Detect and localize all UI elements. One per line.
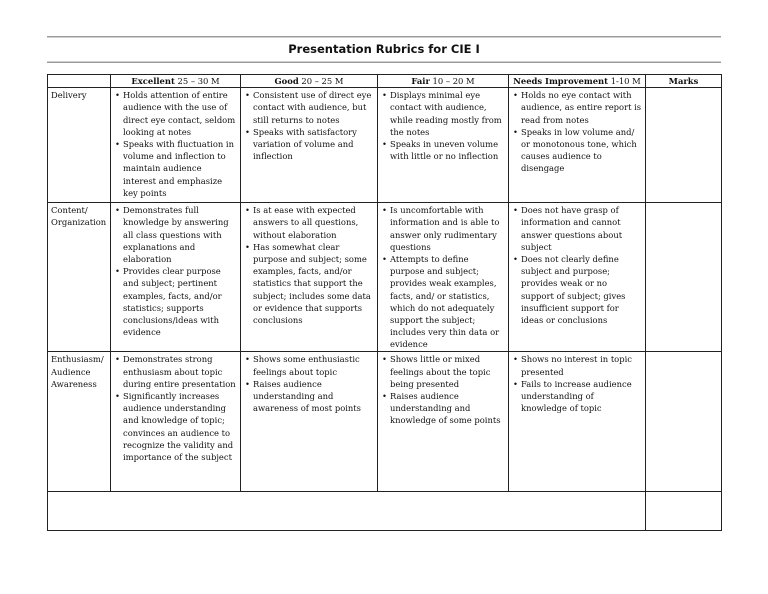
header-excellent: Excellent 25 – 30 M bbox=[111, 75, 241, 88]
fair-cell bbox=[378, 352, 509, 492]
needs-improvement-cell bbox=[509, 352, 646, 492]
list-item: • Shows little or mixed feelings about the topic being presented bbox=[390, 353, 505, 390]
needs-improvement-cell bbox=[509, 203, 646, 352]
list-item: • Does not have grasp of information and cannot answer questions about subject bbox=[521, 204, 642, 253]
total-row bbox=[48, 492, 722, 531]
header-fair: Fair 10 – 20 M bbox=[378, 75, 509, 88]
excellent-cell bbox=[111, 352, 241, 492]
list-item: • Shows no interest in topic presented bbox=[521, 353, 642, 377]
header-criterion bbox=[48, 75, 111, 88]
list-item: • Is uncomfortable with information and is able to answer only rudimentary questions bbox=[390, 204, 505, 253]
marks-cell[interactable] bbox=[646, 203, 722, 352]
list-item: • Speaks in uneven volume with little or no inflection bbox=[390, 138, 505, 162]
needs-improvement-cell bbox=[509, 88, 646, 203]
rubric-table bbox=[47, 74, 722, 531]
list-item: • Is at ease with expected answers to all questions, without elaboration bbox=[253, 204, 374, 241]
list-item: • Significantly increases audience understanding and knowledge of topic; convinces an audience to recognize the validity and importance of the subject bbox=[123, 390, 237, 463]
list-item: • Has somewhat clear purpose and subject; some examples, facts, and/or statistics that support the subject; includes some data or evidence that supports conclusions bbox=[253, 241, 374, 326]
list-item: • Demonstrates strong enthusiasm about topic during entire presentation bbox=[123, 353, 237, 390]
header-needs-improvement: Needs Improvement 1-10 M bbox=[509, 75, 646, 88]
list-item: • Does not clearly define subject and purpose; provides weak or no support of subject; gives insufficient support for ideas or conclusions bbox=[521, 253, 642, 326]
header-good: Good 20 – 25 M bbox=[241, 75, 378, 88]
total-marks-cell[interactable] bbox=[646, 492, 722, 531]
total-label-cell bbox=[48, 492, 646, 531]
header-row bbox=[48, 75, 722, 88]
title-band bbox=[47, 36, 721, 63]
fair-cell bbox=[378, 88, 509, 203]
list-item: • Raises audience understanding and awareness of most points bbox=[253, 378, 374, 415]
page-title: Presentation Rubrics for CIE I bbox=[288, 42, 480, 56]
good-cell bbox=[241, 88, 378, 203]
marks-cell[interactable] bbox=[646, 88, 722, 203]
list-item: • Provides clear purpose and subject; pertinent examples, facts, and/or statistics; supports conclusions/ideas with evidence bbox=[123, 265, 237, 338]
list-item: • Holds attention of entire audience with the use of direct eye contact, seldom looking at notes bbox=[123, 89, 237, 138]
good-cell bbox=[241, 352, 378, 492]
list-item: • Speaks with fluctuation in volume and inflection to maintain audience interest and emphasize key points bbox=[123, 138, 237, 199]
table-row bbox=[48, 88, 722, 203]
marks-cell[interactable] bbox=[646, 352, 722, 492]
list-item: • Fails to increase audience understanding of knowledge of topic bbox=[521, 378, 642, 415]
fair-cell bbox=[378, 203, 509, 352]
criterion-cell: Content/ Organization bbox=[48, 203, 111, 352]
excellent-cell bbox=[111, 203, 241, 352]
good-cell bbox=[241, 203, 378, 352]
list-item: • Raises audience understanding and knowledge of some points bbox=[390, 390, 505, 427]
table-row bbox=[48, 352, 722, 492]
list-item: • Speaks in low volume and/ or monotonous tone, which causes audience to disengage bbox=[521, 126, 642, 175]
list-item: • Consistent use of direct eye contact with audience, but still returns to notes bbox=[253, 89, 374, 126]
list-item: • Shows some enthusiastic feelings about topic bbox=[253, 353, 374, 377]
criterion-cell: Enthusiasm/ Audience Awareness bbox=[48, 352, 111, 492]
list-item: • Speaks with satisfactory variation of volume and inflection bbox=[253, 126, 374, 163]
criterion-cell: Delivery bbox=[48, 88, 111, 203]
table-row bbox=[48, 203, 722, 352]
list-item: • Displays minimal eye contact with audience, while reading mostly from the notes bbox=[390, 89, 505, 138]
list-item: • Attempts to define purpose and subject; provides weak examples, facts, and/ or statistics, which do not adequately support the subject; includes very thin data or evidence bbox=[390, 253, 505, 351]
header-marks: Marks bbox=[646, 75, 722, 88]
list-item: • Demonstrates full knowledge by answering all class questions with explanations and elaboration bbox=[123, 204, 237, 265]
excellent-cell bbox=[111, 88, 241, 203]
list-item: • Holds no eye contact with audience, as entire report is read from notes bbox=[521, 89, 642, 126]
